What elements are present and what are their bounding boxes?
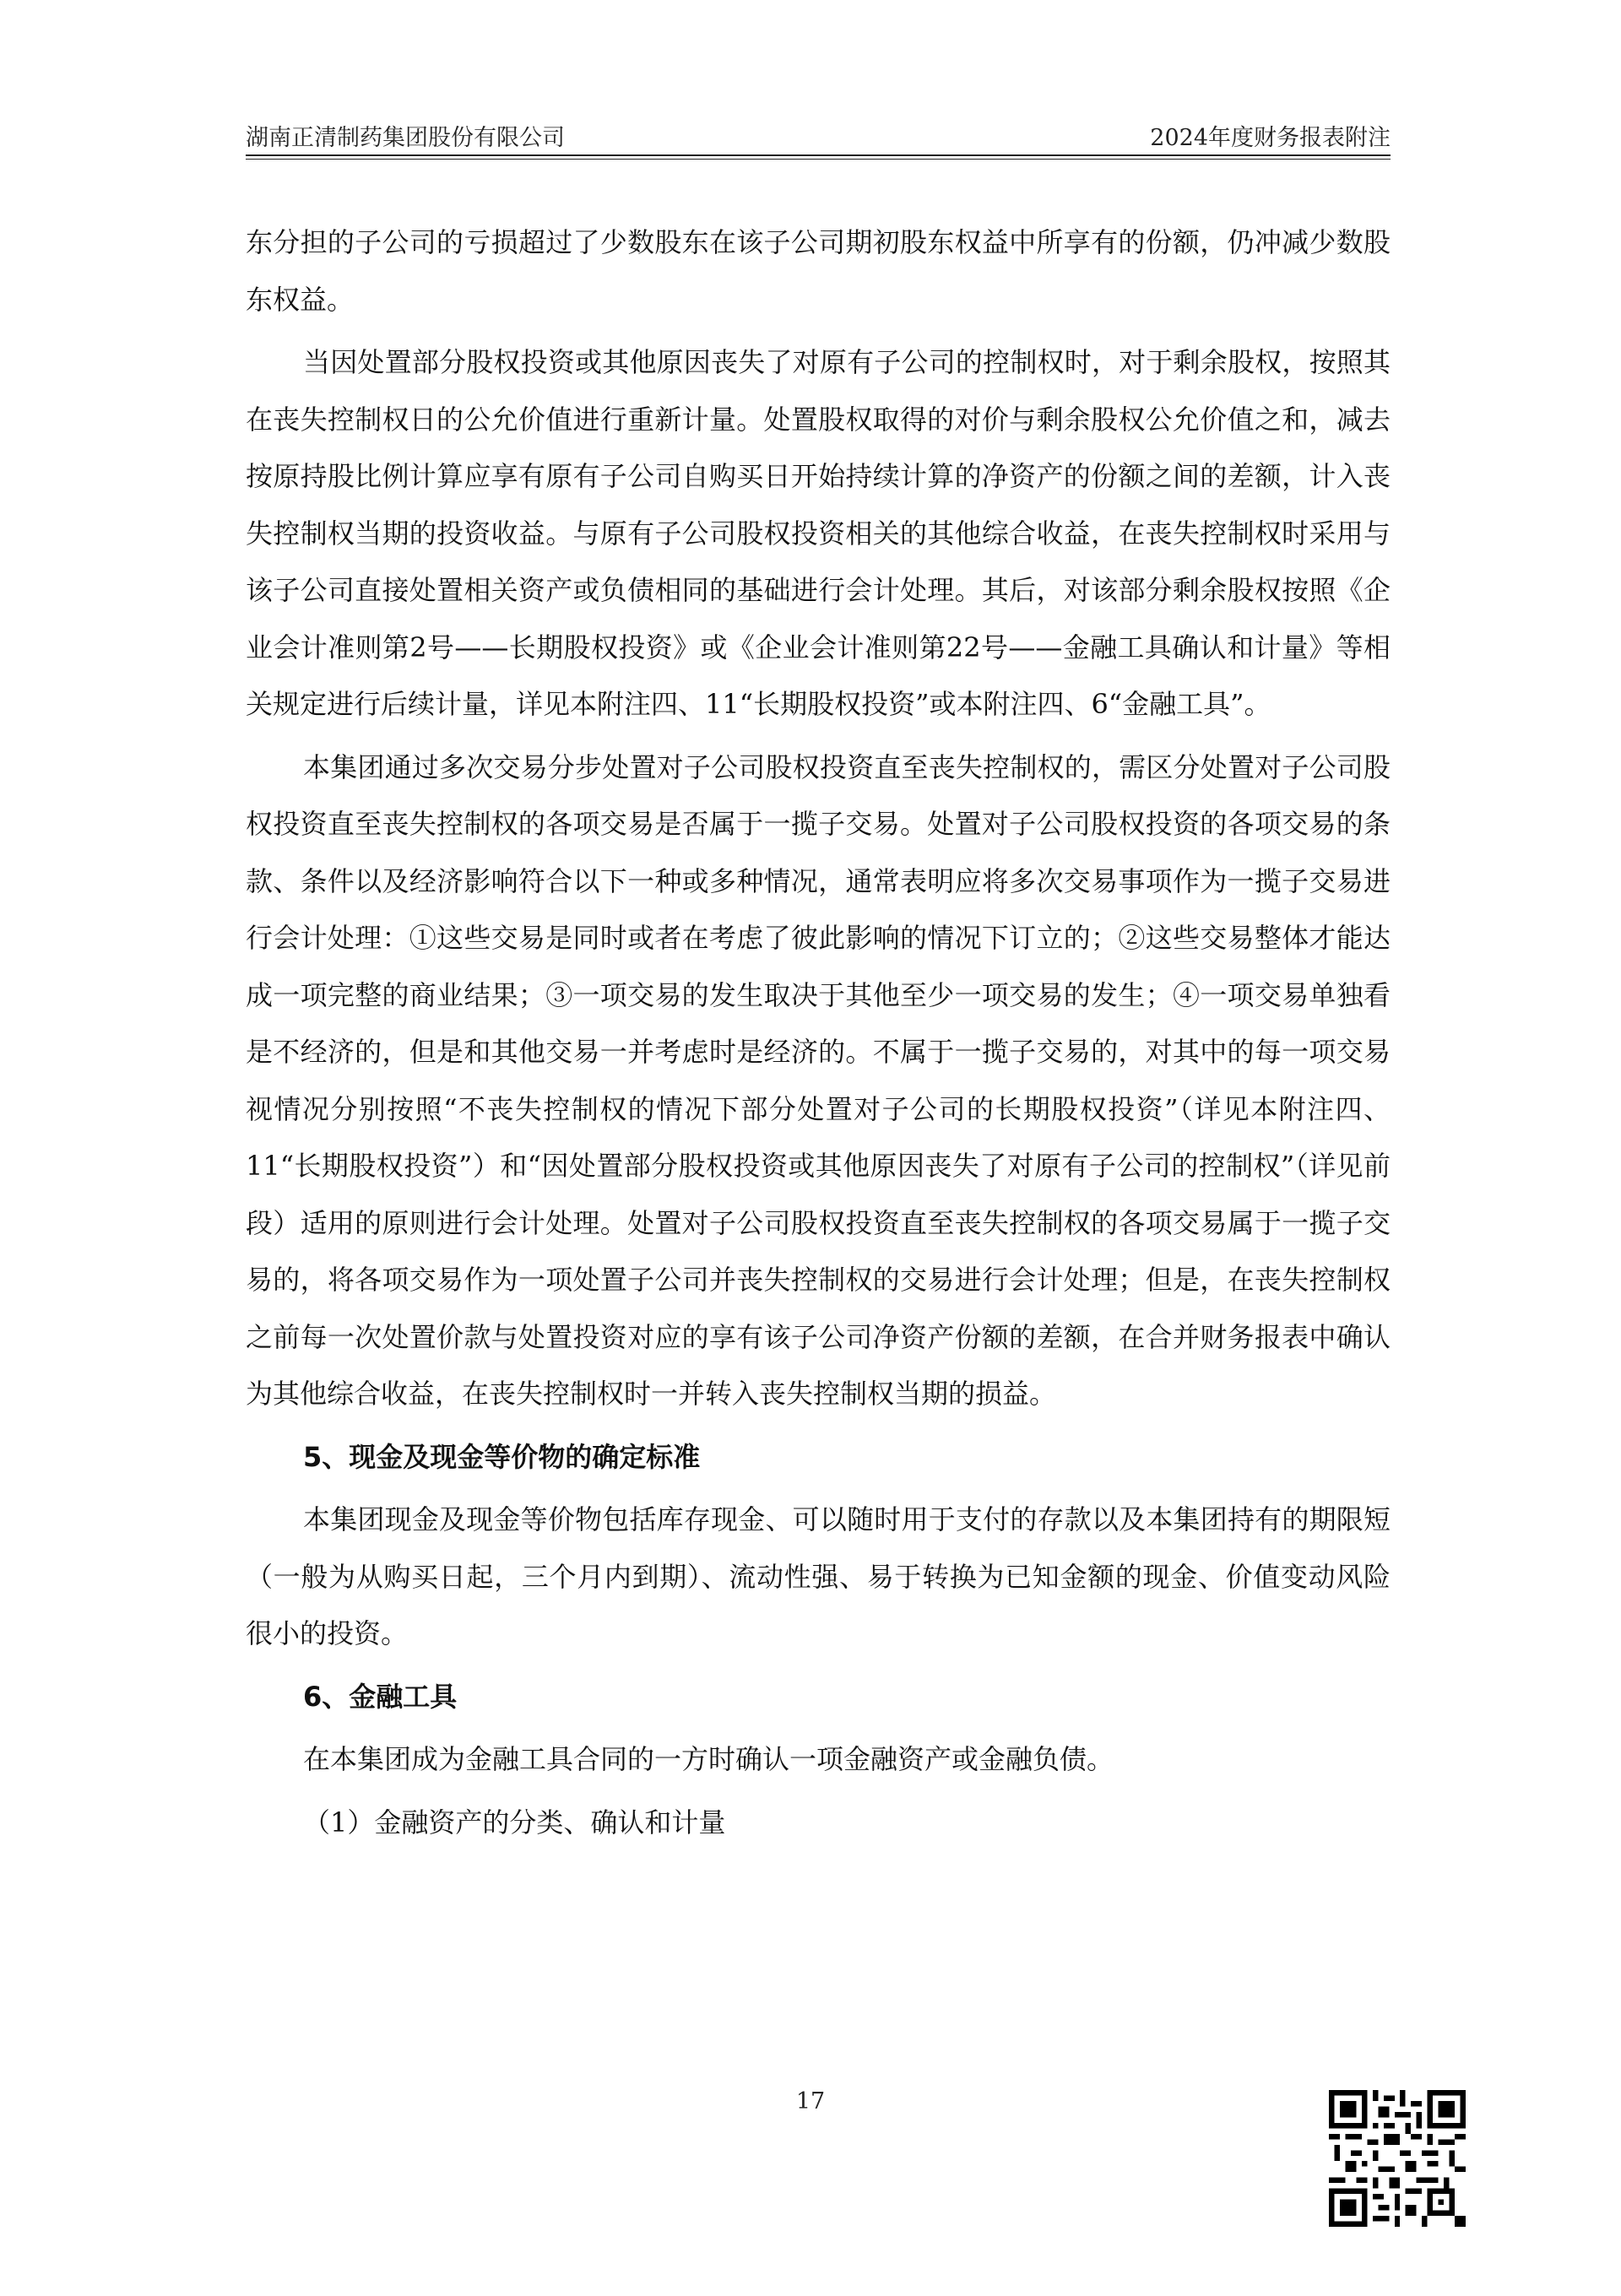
header-company: 湖南正清制药集团股份有限公司 (246, 125, 565, 151)
paragraph: 本集团现金及现金等价物包括库存现金、可以随时用于支付的存款以及本集团持有的期限短（一般为从购买日起，三个月内到期）、流动性强、易于转换为已知金额的现金、价值变动风险很小的投资。 (246, 1503, 1391, 1649)
document-body (246, 214, 1391, 1857)
page-number: 17 (795, 2088, 826, 2115)
section-heading: 5、现金及现金等价物的确定标准 (303, 1440, 701, 1473)
paragraph: 当因处置部分股权投资或其他原因丧失了对原有子公司的控制权时，对于剩余股权，按照其在丧失控制权日的公允价值进行重新计量。处置股权取得的对价与剩余股权公允价值之和，减去按原持股比例计算应享有原有子公司自购买日开始持续计算的净资产的份额之间的差额，计入丧失控制权当期的投资收益。与原有子公司股权投资相关的其他综合收益，在丧失控制权时采用与该子公司直接处置相关资产或负债相同的基础进行会计处理。其后，对该部分剩余股权按照《企业会计准则第2号——长期股权投资》或《企业会计准则第22号——金融工具确认和计量》等相关规定进行后续计量，详见本附注四、11“长期股权投资”或本附注四、6“金融工具”。 (246, 346, 1391, 720)
header-report-title: 2024年度财务报表附注 (1150, 125, 1391, 151)
header-divider (246, 154, 1391, 156)
paragraph: 本集团通过多次交易分步处置对子公司股权投资直至丧失控制权的，需区分处置对子公司股权投资直至丧失控制权的各项交易是否属于一揽子交易。处置对子公司股权投资的各项交易的条款、条件以及经济影响符合以下一种或多种情况，通常表明应将多次交易事项作为一揽子交易进行会计处理：①这些交易是同时或者在考虑了彼此影响的情况下订立的；②这些交易整体才能达成一项完整的商业结果；③一项交易的发生取决于其他至少一项交易的发生；④一项交易单独看是不经济的，但是和其他交易一并考虑时是经济的。不属于一揽子交易的，对其中的每一项交易视情况分别按照“不丧失控制权的情况下部分处置对子公司的长期股权投资”（详见本附注四、11“长期股权投资”）和“因处置部分股权投资或其他原因丧失了对原有子公司的控制权”（详见前段）适用的原则进行会计处理。处置对子公司股权投资直至丧失控制权的各项交易属于一揽子交易的，将各项交易作为一项处置子公司并丧失控制权的交易进行会计处理；但是，在丧失控制权之前每一次处置价款与处置投资对应的享有该子公司净资产份额的差额，在合并财务报表中确认为其他综合收益，在丧失控制权时一并转入丧失控制权当期的损益。 (246, 750, 1391, 1410)
qr-code-icon (1329, 2090, 1466, 2227)
paragraph: 东分担的子公司的亏损超过了少数股东在该子公司期初股东权益中所享有的份额，仍冲减少数股东权益。 (246, 226, 1391, 316)
section-heading: 6、金融工具 (303, 1680, 458, 1713)
sub-heading: （1）金融资产的分类、确认和计量 (303, 1806, 726, 1838)
header-divider-thin (246, 159, 1391, 160)
paragraph: 在本集团成为金融工具合同的一方时确认一项金融资产或金融负债。 (303, 1743, 1114, 1775)
page-header (246, 110, 1391, 152)
